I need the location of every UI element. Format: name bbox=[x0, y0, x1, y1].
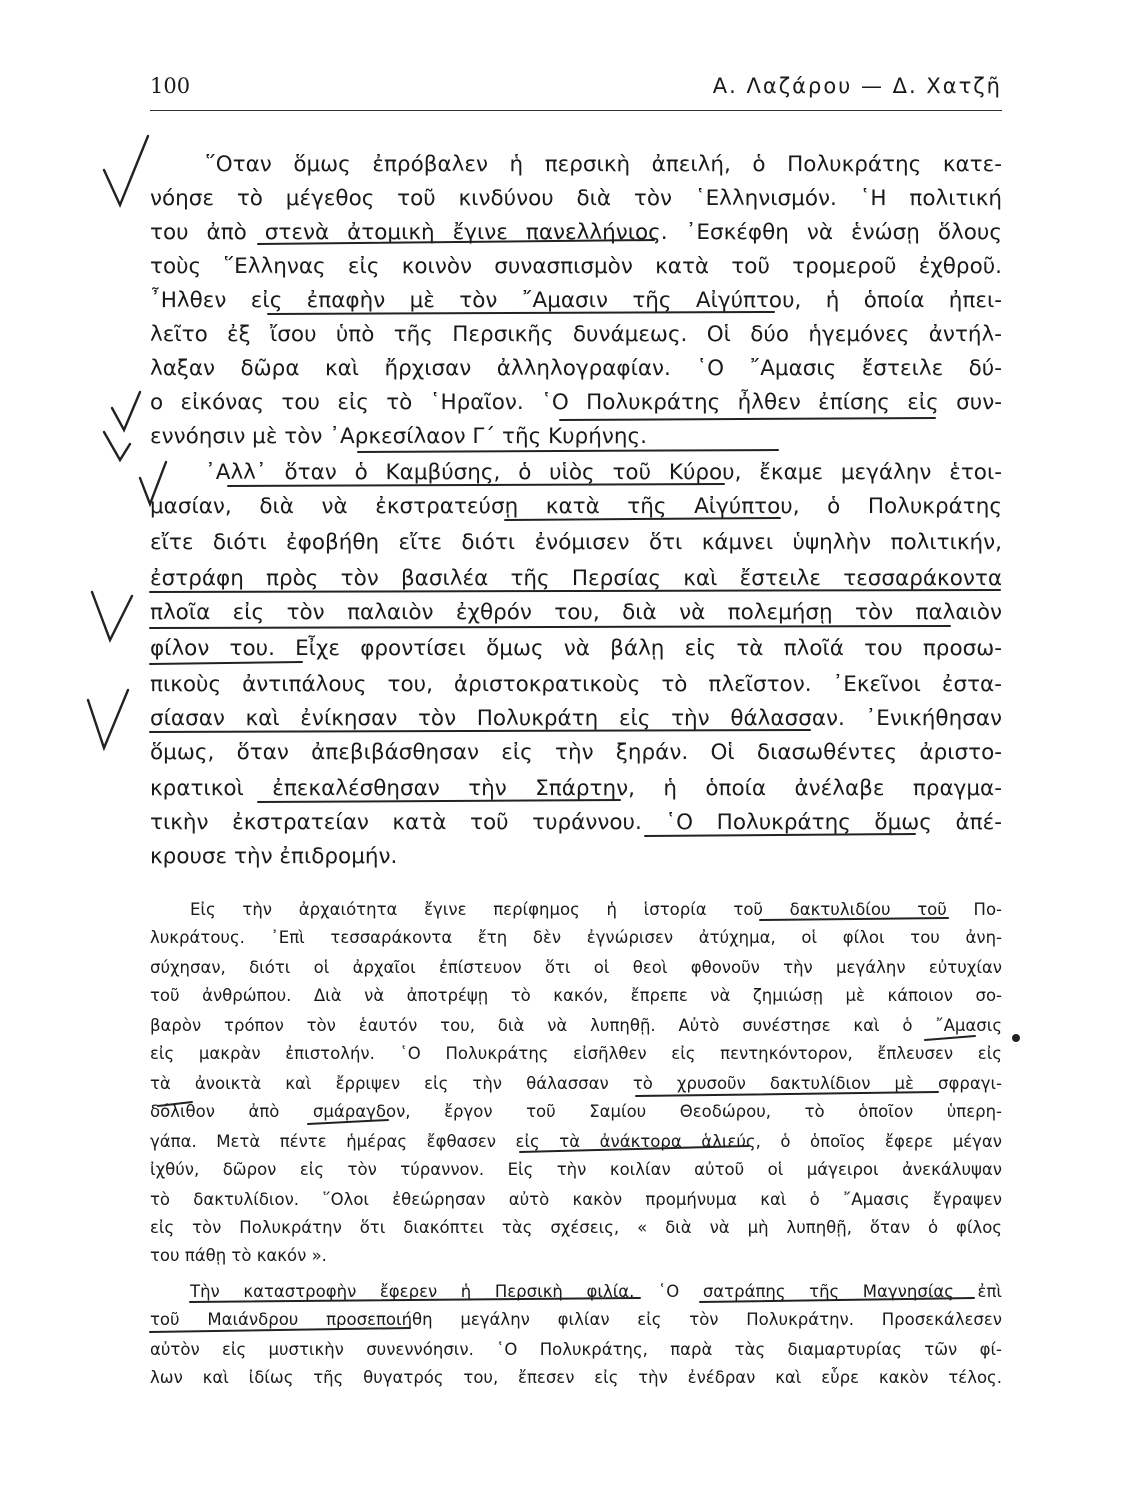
margin-check-mark bbox=[92, 592, 132, 640]
note-line: σύχησαν, διότι οἱ ἀρχαῖοι ἐπίστευον ὅτι οἱ θεοὶ φθονοῦν τὴν μεγάλην εὐτυχίαν bbox=[150, 958, 1002, 977]
note-line: γάπα. Μετὰ πέντε ἡμέρας ἔφθασεν εἰς τὰ ἀνάκτορα ἁλιεύς, ὁ ὁποῖος ἔφερε μέγαν bbox=[150, 1132, 1002, 1151]
main-line: τικὴν ἐκστρατείαν κατὰ τοῦ τυράννου. ῾Ο Πολυκράτης ὅμως ἀπέ- bbox=[150, 810, 1002, 835]
main-line: λαξαν δῶρα καὶ ἤρχισαν ἀλληλογραφίαν. ῾Ο ῎Αμασις ἔστειλε δύ- bbox=[150, 356, 1002, 381]
main-line: ῞Οταν ὅμως ἐπρόβαλεν ἡ περσικὴ ἀπειλή, ὁ Πολυκράτης κατε- bbox=[205, 152, 1002, 177]
note-line: Τὴν καταστροφὴν ἔφερεν ἡ Περσικὴ φιλία. ῾Ο σατράπης τῆς Μαγνησίας ἐπὶ bbox=[190, 1282, 1002, 1301]
main-line: ὅμως, ὅταν ἀπεβιβάσθησαν εἰς τὴν ξηράν. Οἱ διασωθέντες ἀριστο- bbox=[150, 740, 1002, 765]
note-line: του πάθῃ τὸ κακόν ». bbox=[150, 1246, 327, 1265]
note-line: λυκράτους. ᾿Επὶ τεσσαράκοντα ἔτη δὲν ἐγνώρισεν ἀτύχημα, οἱ φίλοι του ἀνη- bbox=[150, 928, 1002, 947]
margin-check-mark bbox=[104, 432, 130, 460]
note-line: ἰχθύν, δῶρον εἰς τὸν τύραννον. Εἰς τὴν κοιλίαν αὐτοῦ οἱ μάγειροι ἀνεκάλυψαν bbox=[150, 1160, 1002, 1179]
main-line: εννόησιν μὲ τὸν ᾿Αρκεσίλαον Γ΄ τῆς Κυρήνης. bbox=[150, 424, 647, 449]
main-line: του ἀπὸ στενὰ ἀτομικὴ ἔγινε πανελλήνιος. ᾿Εσκέφθη νὰ ἑνώσῃ ὅλους bbox=[150, 220, 1002, 245]
main-line: ῏Ηλθεν εἰς ἐπαφὴν μὲ τὸν ῎Αμασιν τῆς Αἰγύπτου, ἡ ὁποία ἠπει- bbox=[150, 288, 1002, 313]
main-line: σίασαν καὶ ἐνίκησαν τὸν Πολυκράτη εἰς τὴν θάλασσαν. ᾿Ενικήθησαν bbox=[150, 706, 1002, 731]
circle-dot bbox=[1013, 1035, 1019, 1041]
main-line: πλοῖα εἰς τὸν παλαιὸν ἐχθρόν του, διὰ νὰ πολεμήσῃ τὸν παλαιὸν bbox=[150, 600, 1002, 625]
main-line: μασίαν, διὰ νὰ ἐκστρατεύσῃ κατὰ τῆς Αἰγύπτου, ὁ Πολυκράτης bbox=[150, 494, 1002, 519]
note-line: εἰς τὸν Πολυκράτην ὅτι διακόπτει τὰς σχέσεις, « διὰ νὰ μὴ λυπηθῇ, ὅταν ὁ φίλος bbox=[150, 1218, 1002, 1237]
main-line: ο εἰκόνας του εἰς τὸ ῾Ηραῖον. ῾Ο Πολυκράτης ἦλθεν ἐπίσης εἰς συν- bbox=[150, 390, 1002, 415]
page-header bbox=[150, 74, 1002, 108]
main-line: νόησε τὸ μέγεθος τοῦ κινδύνου διὰ τὸν ῾Ελληνισμόν. ῾Η πολιτική bbox=[150, 186, 1002, 211]
main-line: ἐστράφη πρὸς τὸν βασιλέα τῆς Περσίας καὶ ἔστειλε τεσσαράκοντα bbox=[150, 566, 1002, 591]
main-line: εἴτε διότι ἐφοβήθη εἴτε διότι ἐνόμισεν ὅτι κάμνει ὑψηλὴν πολιτικήν, bbox=[150, 530, 1002, 555]
margin-check-mark bbox=[88, 690, 128, 748]
page-number: 100 bbox=[150, 74, 191, 98]
main-line: ᾿Αλλ᾿ ὅταν ὁ Καμβύσης, ὁ υἱὸς τοῦ Κύρου, ἔκαμε μεγάλην ἑτοι- bbox=[205, 460, 1002, 485]
note-line: βαρὸν τρόπον τὸν ἑαυτόν του, διὰ νὰ λυπηθῇ. Αὐτὸ συνέστησε καὶ ὁ ῎Αμασις bbox=[150, 1016, 1002, 1035]
main-line: κρατικοὶ ἐπεκαλέσθησαν τὴν Σπάρτην, ἡ ὁποία ἀνέλαβε πραγμα- bbox=[150, 776, 1002, 801]
header-rule bbox=[150, 110, 1002, 111]
margin-check-mark bbox=[112, 392, 140, 430]
main-line: τοὺς ῞Ελληνας εἰς κοινὸν συνασπισμὸν κατὰ τοῦ τρομεροῦ ἐχθροῦ. bbox=[150, 254, 1002, 279]
running-head: Α. Λαζάρου — Δ. Χατζῆ bbox=[712, 74, 1002, 98]
note-line: τοῦ Μαιάνδρου προσεποιήθη μεγάλην φιλίαν εἰς τὸν Πολυκράτην. Προσεκάλεσεν bbox=[150, 1310, 1002, 1329]
note-line: αὐτὸν εἰς μυστικὴν συνεννόησιν. ῾Ο Πολυκράτης, παρὰ τὰς διαμαρτυρίας τῶν φί- bbox=[150, 1340, 1002, 1359]
margin-check-mark bbox=[104, 136, 148, 205]
main-line: πικοὺς ἀντιπάλους του, ἀριστοκρατικοὺς τὸ πλεῖστον. ᾿Εκεῖνοι ἐστα- bbox=[150, 672, 1002, 697]
note-line: λων καὶ ἰδίως τῆς θυγατρός του, ἔπεσεν εἰς τὴν ἐνέδραν καὶ εὗρε κακὸν τέλος. bbox=[150, 1368, 1002, 1387]
note-line: Εἰς τὴν ἀρχαιότητα ἔγινε περίφημος ἡ ἱστορία τοῦ δακτυλιδίου τοῦ Πο- bbox=[190, 900, 1002, 919]
note-line: τὸ δακτυλίδιον. ῞Ολοι ἐθεώρησαν αὐτὸ κακὸν προμήνυμα καὶ ὁ ῎Αμασις ἔγραψεν bbox=[150, 1190, 1002, 1209]
note-line: τὰ ἀνοικτὰ καὶ ἔρριψεν εἰς τὴν θάλασσαν τὸ χρυσοῦν δακτυλίδιον μὲ σφραγι- bbox=[150, 1074, 1002, 1093]
note-line: δόλιθον ἀπὸ σμάραγδον, ἔργον τοῦ Σαμίου Θεοδώρου, τὸ ὁποῖον ὑπερη- bbox=[150, 1102, 1002, 1121]
note-line: τοῦ ἀνθρώπου. Διὰ νὰ ἀποτρέψῃ τὸ κακόν, ἔπρεπε νὰ ζημιώσῃ μὲ κάποιον σο- bbox=[150, 986, 1002, 1005]
main-line: λεῖτο ἐξ ἴσου ὑπὸ τῆς Περσικῆς δυνάμεως. Οἱ δύο ἡγεμόνες ἀντήλ- bbox=[150, 322, 1002, 347]
note-line: εἰς μακρὰν ἐπιστολήν. ῾Ο Πολυκράτης εἰσῆλθεν εἰς πεντηκόντορον, ἔπλευσεν εἰς bbox=[150, 1044, 1002, 1063]
main-line: φίλον του. Εἶχε φροντίσει ὅμως νὰ βάλῃ εἰς τὰ πλοῖά του προσω- bbox=[150, 636, 1002, 661]
main-line: κρουσε τὴν ἐπιδρομήν. bbox=[150, 844, 398, 869]
